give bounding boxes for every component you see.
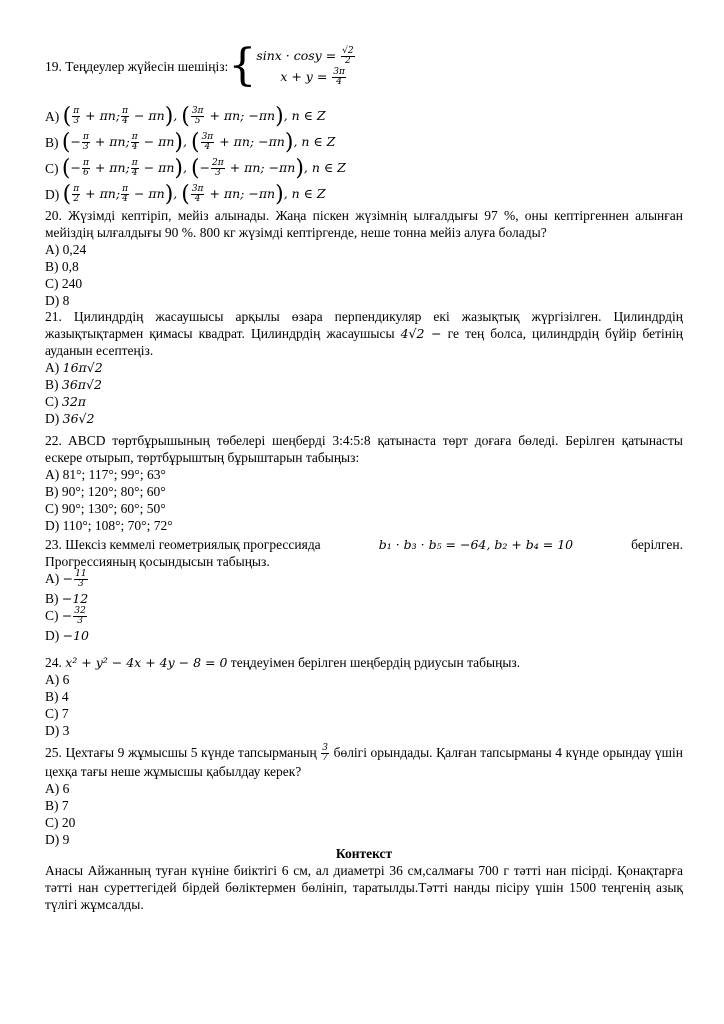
option-d[interactable]: D) 110°; 108°; 70°; 72°	[45, 518, 173, 533]
question-22-text: 22. ABCD төртбұрышының төбелері шеңберді 3:4:5:8 қатынаста төрт доғаға бөледі. Берілген қатынасты ескере отырып, төртбұрыштың бұрыштарын табыңыз:	[45, 433, 683, 465]
option-c[interactable]: C) − $\frac{32}{3}$	[45, 606, 86, 627]
option-d[interactable]: D) 8	[45, 293, 70, 308]
option-a[interactable]: A) ( $\frac{\pi}{3}$ + πn; $\frac{\pi}{4}$ − πn), ( $\frac{3\pi}{5}$ + πn; −πn), n ∈ Z	[45, 103, 326, 129]
question-20	[45, 207, 683, 309]
option-a[interactable]: A) 16π√2	[45, 360, 103, 375]
question-22	[45, 432, 683, 534]
option-c[interactable]: C) 90°; 130°; 60°; 50°	[45, 501, 166, 516]
option-b[interactable]: B) −12	[45, 591, 89, 606]
question-21-text: 21. Цилиндрдің жасаушысы арқылы өзара перпендикуляр екі жазықтық жүргізілген. Цилиндрдің жазықтықтармен қимасы квадрат. Цилиндрдің жасаушысы 4√2 − ге тең болса, цилиндрдің бүйір бетінің ауданын есептеңіз.	[45, 309, 683, 358]
question-23-line-1: 23. Шексіз кеммелі геометриялық прогрессияда b₁ · b₃ · b₅ = −64, b₂ + b₄ = 10 берілген.	[45, 537, 683, 552]
equation-1: sinx · cosy = $\frac{√2}{2}$	[256, 46, 354, 66]
question-23	[45, 536, 683, 644]
option-c[interactable]: C) 32π	[45, 394, 86, 409]
question-19	[45, 40, 683, 91]
equation-2: x + y = $\frac{3\pi}{4}$	[280, 67, 345, 87]
question-24	[45, 654, 683, 739]
option-d[interactable]: D) ( $\frac{\pi}{2}$ + πn; $\frac{\pi}{4}$ − πn), ( $\frac{3\pi}{4}$ + πn; −πn), n ∈ Z	[45, 181, 326, 207]
option-b[interactable]: B) 90°; 120°; 80°; 60°	[45, 484, 166, 499]
question-23-condition: b₁ · b₃ · b₅ = −64, b₂ + b₄ = 10	[378, 537, 574, 552]
option-c[interactable]: C) 7	[45, 706, 69, 721]
option-c[interactable]: C) 240	[45, 276, 83, 291]
option-a[interactable]: A) 6	[45, 781, 70, 797]
option-d[interactable]: D) 9	[45, 832, 70, 848]
context-section	[45, 845, 683, 913]
option-d[interactable]: D) 3	[45, 723, 70, 738]
option-a[interactable]: A) 0,24	[45, 242, 87, 257]
system-brace: {	[228, 40, 257, 91]
option-c[interactable]: C) (− $\frac{\pi}{6}$ + πn; $\frac{\pi}{4}$ − πn), (− $\frac{2\pi}{3}$ + πn; −πn), n ∈ Z	[45, 155, 346, 181]
context-title: Контекст	[335, 846, 393, 861]
question-20-text: 20. Жүзімді кептіріп, мейіз алынады. Жаңа піскен жүзімнің ылғалдығы 97 %, оны кептіргеннен алынған мейіздің ылғалдығы 90 %. 800 кг жүзімді кептіргенде, неше тонна мейіз алуға болады?	[45, 208, 683, 240]
question-23-text-2: Прогрессияның қосындысын табыңыз.	[45, 554, 270, 569]
question-21	[45, 308, 683, 427]
option-a[interactable]: A) − $\frac{11}{3}$	[45, 569, 87, 590]
question-19-prompt	[45, 40, 356, 91]
option-a[interactable]: A) 81°; 117°; 99°; 63°	[45, 467, 166, 482]
question-19-text: 19. Теңдеулер жүйесін шешіңіз:	[45, 58, 229, 74]
context-text: Анасы Айжанның туған күніне биіктігі 6 см, ал диаметрі 36 см,салмағы 700 г тәтті нан пісірді. Қонақтарға тәтті нан суреттегідей бірдей бөліктермен бөлініп, таратылды.Тәтті нанды пісіру үшін 1500 теңгенің азық түлігі жұмсалды.	[45, 863, 683, 912]
option-b[interactable]: B) 36π√2	[45, 377, 102, 392]
question-25-text: 25. Цехтағы 9 жұмысшы 5 күнде тапсырманың $\frac{3}{7}$ бөлігі орындады. Қалған тапсырманы 4 күнде орындау үшін цехқа тағы неше жұмысшы қабылдау керек?	[45, 743, 684, 780]
option-b[interactable]: B) 0,8	[45, 259, 79, 274]
question-24-text: 24. x² + y² − 4x + 4y − 8 = 0 теңдеуімен берілген шеңбердің рдиусын табыңыз.	[45, 655, 521, 670]
question-25	[45, 744, 683, 848]
option-b[interactable]: B) (− $\frac{\pi}{3}$ + πn; $\frac{\pi}{4}$ − πn), ( $\frac{3\pi}{4}$ + πn; −πn), n ∈ Z	[45, 129, 336, 155]
option-d[interactable]: D) 36√2	[45, 411, 95, 426]
equation-system	[256, 45, 355, 87]
option-b[interactable]: B) 4	[45, 689, 69, 704]
question-19-options	[45, 103, 683, 207]
option-a[interactable]: A) 6	[45, 672, 70, 687]
option-d[interactable]: D) −10	[45, 628, 90, 643]
option-c[interactable]: C) 20	[45, 815, 76, 831]
question-23-text: 23. Шексіз кеммелі геометриялық прогрессияда	[45, 537, 321, 552]
option-b[interactable]: B) 7	[45, 798, 69, 814]
